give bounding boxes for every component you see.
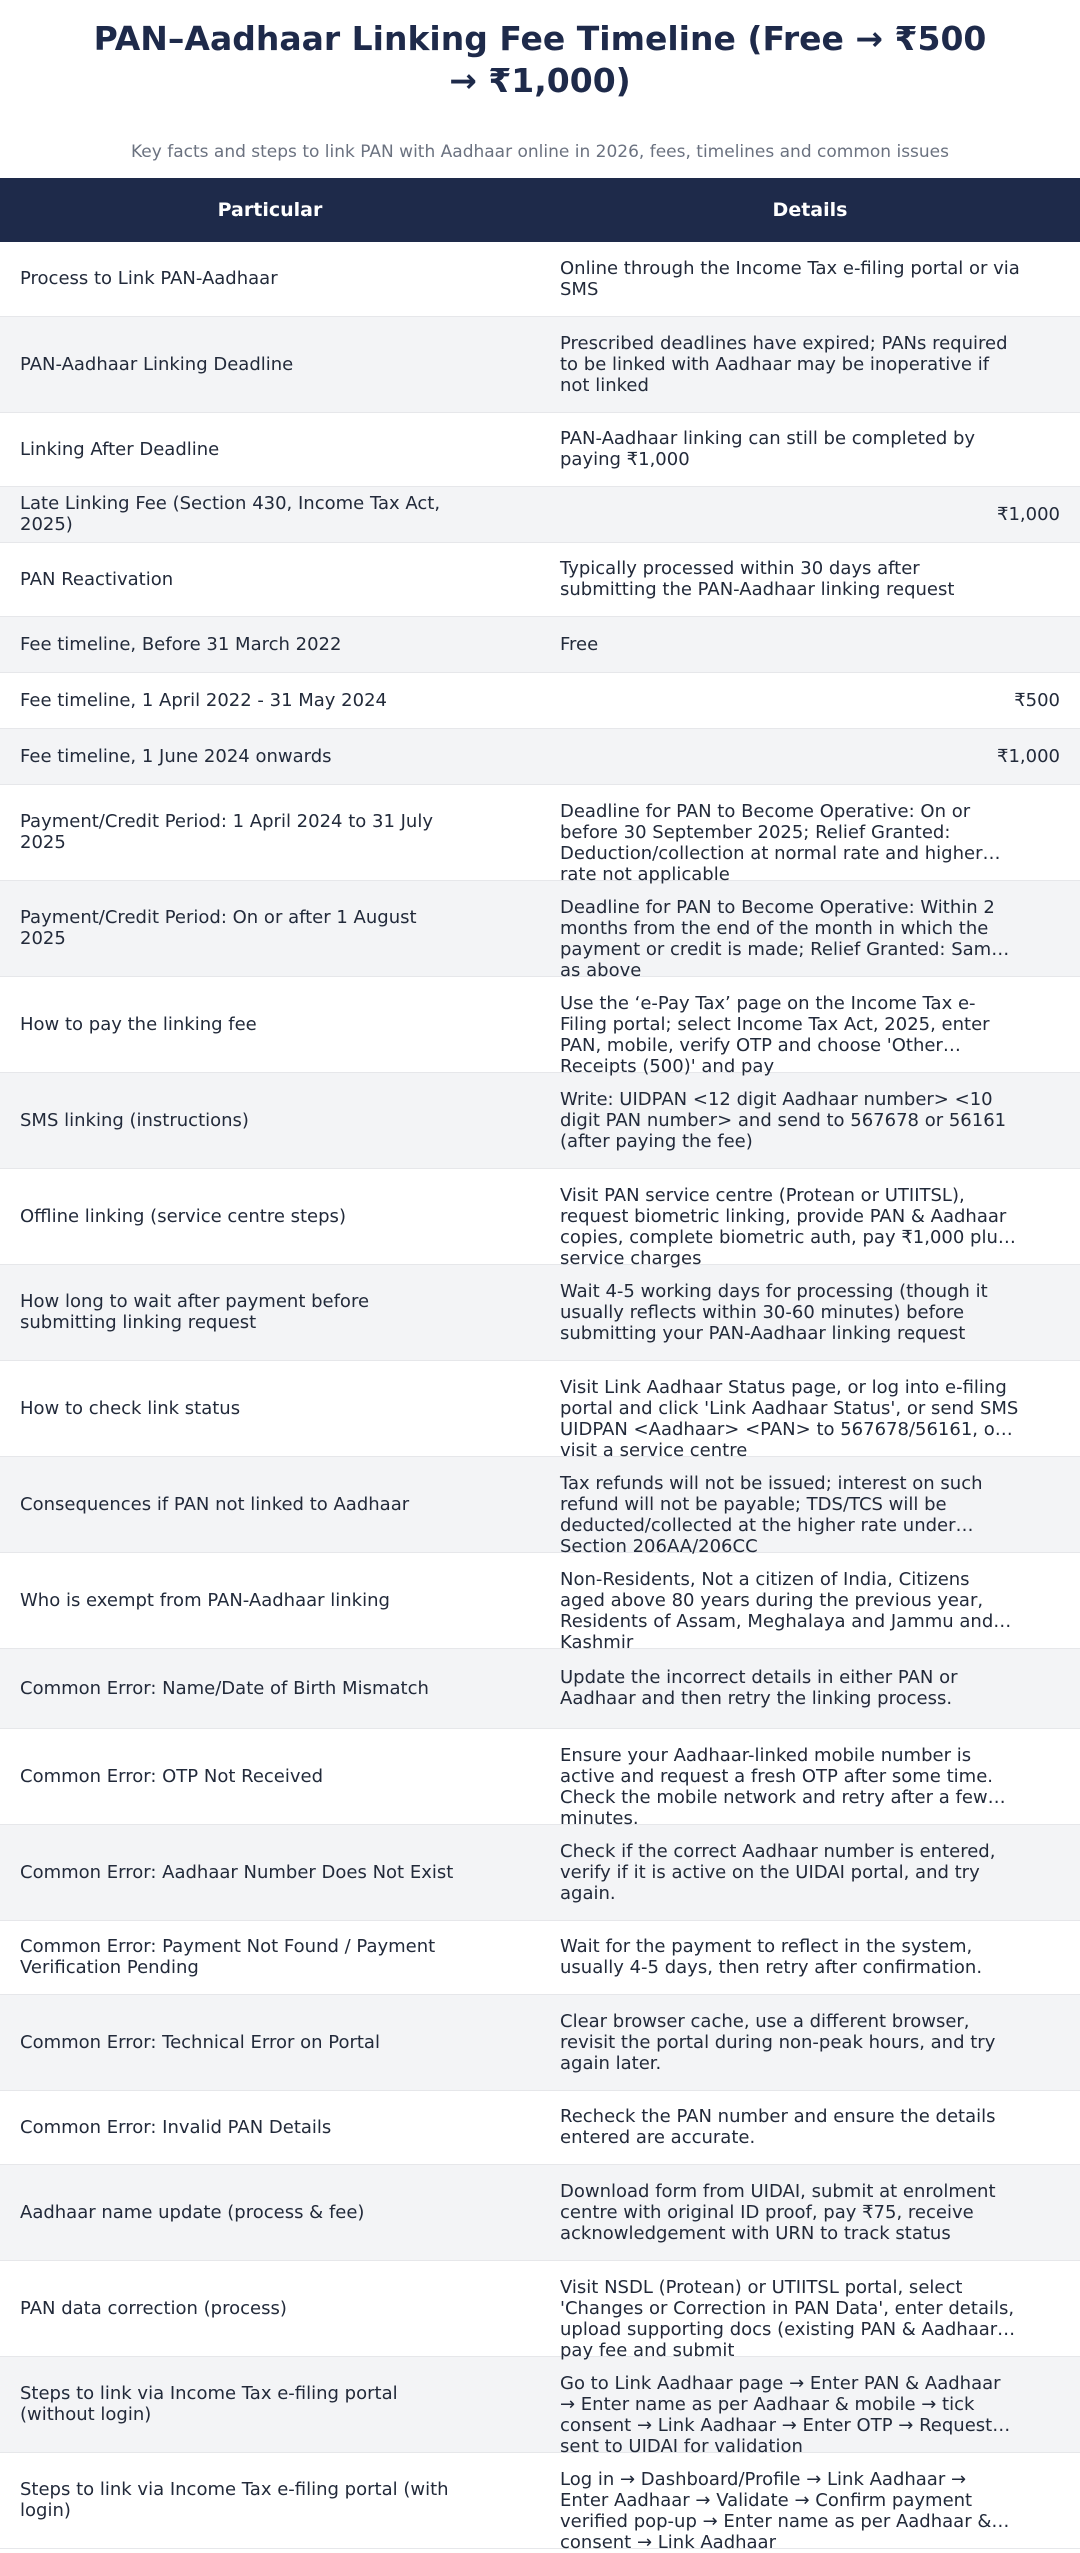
details-cell (540, 242, 1080, 316)
details-text: Typically processed within 30 days after submitting the PAN-Aadhaar linking request (560, 558, 955, 600)
particular-cell: Linking After Deadline (0, 412, 540, 486)
details-cell (540, 1728, 1080, 1829)
table-row (0, 784, 1080, 880)
particular-cell: How to pay the linking fee (0, 976, 540, 1072)
details-text: Free (560, 633, 599, 655)
details-text: Deadline for PAN to Become Operative: On or before 30 September 2025; Relief Granted: Deduction/collection at normal rate and higher rate not applicable (560, 800, 983, 885)
details-cell (540, 2260, 1080, 2361)
particular-cell: PAN Reactivation (0, 542, 540, 616)
table-row (0, 542, 1080, 616)
particular-cell: Steps to link via Income Tax e-filing portal (with login) (0, 2452, 540, 2548)
details-cell (540, 880, 1080, 981)
table-row (0, 728, 1080, 784)
particular-cell: How long to wait after payment before submitting linking request (0, 1264, 540, 1360)
table-row (0, 1824, 1080, 1920)
details-text: ₹1,000 (997, 745, 1060, 767)
details-text: Write: UIDPAN <12 digit Aadhaar number> <10 digit PAN number> and send to 567678 or 56161 (after paying the fee) (560, 1088, 1007, 1152)
details-text: ₹500 (1014, 689, 1060, 711)
table-row (0, 672, 1080, 728)
table-row (0, 1728, 1080, 1824)
details-text: PAN-Aadhaar linking can still be completed by paying ₹1,000 (560, 428, 976, 470)
table-row (0, 2356, 1080, 2452)
table-row (0, 1456, 1080, 1552)
page-subtitle: Key facts and steps to link PAN with Aadhaar online in 2026, fees, timelines and common issues (131, 142, 949, 162)
particular-cell: Offline linking (service centre steps) (0, 1168, 540, 1264)
table-header-row (0, 178, 1080, 242)
table-row (0, 1264, 1080, 1360)
details-cell (540, 784, 1080, 885)
details-text: Clear browser cache, use a different browser, revisit the portal during non-peak hours, and try again later. (560, 2010, 996, 2074)
details-text: Update the incorrect details in either PAN or Aadhaar and then retry the linking process. (560, 1667, 958, 1709)
details-text: Download form from UIDAI, submit at enrolment centre with original ID proof, pay ₹75, receive acknowledgement with URN to track status (560, 2180, 996, 2244)
details-cell (540, 672, 1080, 728)
details-text: Deadline for PAN to Become Operative: Within 2 months from the end of the month in which the payment or credit is made; Relief Granted: Same as above (560, 896, 1003, 981)
table-row (0, 1920, 1080, 1994)
details-text: Non-Residents, Not a citizen of India, Citizens aged above 80 years during the previous year, Residents of Assam, Meghalaya and Jammu and Kashmir (560, 1568, 994, 1653)
particular-cell: Common Error: Name/Date of Birth Mismatch (0, 1648, 540, 1728)
details-cell (540, 1264, 1080, 1360)
details-text: Visit NSDL (Protean) or UTIITSL portal, select 'Changes or Correction in PAN Data', enter details, upload supporting docs (existing PAN & Aadhaar), pay fee and submit (560, 2276, 1015, 2361)
details-cell (540, 728, 1080, 784)
particular-cell: Steps to link via Income Tax e-filing portal (without login) (0, 2356, 540, 2452)
details-text: Go to Link Aadhaar page → Enter PAN & Aadhaar → Enter name as per Aadhaar & mobile → tick consent → Link Aadhaar → Enter OTP → Request sent to UIDAI for validation (560, 2372, 1001, 2457)
details-cell (540, 2164, 1080, 2260)
table-row (0, 1994, 1080, 2090)
table-row (0, 1168, 1080, 1264)
details-cell (540, 1648, 1080, 1728)
details-text: Use the ‘e-Pay Tax’ page on the Income Tax e-Filing portal; select Income Tax Act, 2025, enter PAN, mobile, verify OTP and choose 'Other Receipts (500)' and pay (560, 992, 990, 1077)
particular-cell: Common Error: Payment Not Found / Payment Verification Pending (0, 1920, 540, 1994)
details-text: Ensure your Aadhaar-linked mobile number is active and request a fresh OTP after some time. Check the mobile network and retry after a few minutes. (560, 1744, 993, 1829)
table-row (0, 1072, 1080, 1168)
details-cell (540, 1824, 1080, 1920)
particular-cell: PAN-Aadhaar Linking Deadline (0, 316, 540, 412)
details-text: ₹1,000 (997, 503, 1060, 525)
particular-cell: Process to Link PAN-Aadhaar (0, 242, 540, 316)
table-row (0, 2260, 1080, 2356)
details-cell (540, 1360, 1080, 1461)
details-text: Wait 4-5 working days for processing (though it usually reflects within 30-60 minutes) before submitting your PAN-Aadhaar linking request (560, 1280, 988, 1344)
particular-cell: Fee timeline, Before 31 March 2022 (0, 616, 540, 672)
table-row (0, 2090, 1080, 2164)
details-cell (540, 1920, 1080, 1994)
table-row (0, 1360, 1080, 1456)
details-cell (540, 2452, 1080, 2553)
table-row (0, 412, 1080, 486)
details-text: Visit PAN service centre (Protean or UTIITSL), request biometric linking, provide PAN & Aadhaar copies, complete biometric auth, pay ₹1,000 plus service charges (560, 1184, 1008, 1269)
table-row (0, 976, 1080, 1072)
column-header-particular: Particular (0, 178, 540, 242)
details-text: Tax refunds will not be issued; interest on such refund will not be payable; TDS/TCS will be deducted/collected at the higher rate under Section 206AA/206CC (560, 1472, 983, 1557)
table-row (0, 880, 1080, 976)
details-text: Recheck the PAN number and ensure the details entered are accurate. (560, 2106, 996, 2148)
details-cell (540, 2090, 1080, 2164)
particular-cell: Common Error: Technical Error on Portal (0, 1994, 540, 2090)
details-text: Online through the Income Tax e-filing portal or via SMS (560, 257, 1020, 300)
table-row (0, 2452, 1080, 2548)
particular-cell: Aadhaar name update (process & fee) (0, 2164, 540, 2260)
particular-cell: Fee timeline, 1 June 2024 onwards (0, 728, 540, 784)
details-cell (540, 1456, 1080, 1557)
table-row (0, 616, 1080, 672)
table-row (0, 242, 1080, 316)
details-cell (540, 542, 1080, 616)
particular-cell: Common Error: OTP Not Received (0, 1728, 540, 1824)
info-table (0, 178, 1080, 2553)
details-cell (540, 976, 1080, 1077)
table-body (0, 242, 1080, 2553)
details-cell (540, 316, 1080, 412)
particular-cell: Payment/Credit Period: On or after 1 August 2025 (0, 880, 540, 976)
table-row (0, 486, 1080, 542)
details-text: Log in → Dashboard/Profile → Link Aadhaar → Enter Aadhaar → Validate → Confirm payment verified pop-up → Enter name as per Aadhaar & consent → Link Aadhaar (560, 2468, 992, 2553)
column-header-details: Details (540, 178, 1080, 242)
particular-cell: Who is exempt from PAN-Aadhaar linking (0, 1552, 540, 1648)
table-row (0, 2164, 1080, 2260)
particular-cell: How to check link status (0, 1360, 540, 1456)
details-cell (540, 616, 1080, 672)
particular-cell: Consequences if PAN not linked to Aadhaar (0, 1456, 540, 1552)
particular-cell: Fee timeline, 1 April 2022 - 31 May 2024 (0, 672, 540, 728)
details-text: Check if the correct Aadhaar number is entered, verify if it is active on the UIDAI portal, and try again. (560, 1840, 996, 1904)
page-header (0, 0, 1080, 164)
particular-cell: SMS linking (instructions) (0, 1072, 540, 1168)
details-text: Prescribed deadlines have expired; PANs required to be linked with Aadhaar may be inoperative if not linked (560, 332, 1008, 396)
particular-cell: Late Linking Fee (Section 430, Income Tax Act, 2025) (0, 486, 540, 542)
particular-cell: Common Error: Aadhaar Number Does Not Exist (0, 1824, 540, 1920)
details-cell (540, 412, 1080, 486)
table-row (0, 1648, 1080, 1728)
details-cell (540, 1072, 1080, 1168)
details-cell (540, 486, 1080, 542)
particular-cell: PAN data correction (process) (0, 2260, 540, 2356)
details-cell (540, 2356, 1080, 2457)
details-text: Wait for the payment to reflect in the system, usually 4-5 days, then retry after confirmation. (560, 1936, 983, 1978)
particular-cell: Common Error: Invalid PAN Details (0, 2090, 540, 2164)
particular-cell: Payment/Credit Period: 1 April 2024 to 31 July 2025 (0, 784, 540, 880)
table-row (0, 316, 1080, 412)
page-title: PAN–Aadhaar Linking Fee Timeline (Free → ₹500 → ₹1,000) (93, 19, 987, 100)
details-text: Visit Link Aadhaar Status page, or log into e-filing portal and click 'Link Aadhaar Status', or send SMS UIDPAN <Aadhaar> <PAN> to 567678/56161, or visit a service centre (560, 1376, 1019, 1461)
details-cell (540, 1552, 1080, 1653)
details-cell (540, 1168, 1080, 1269)
table-row (0, 1552, 1080, 1648)
details-cell (540, 1994, 1080, 2090)
